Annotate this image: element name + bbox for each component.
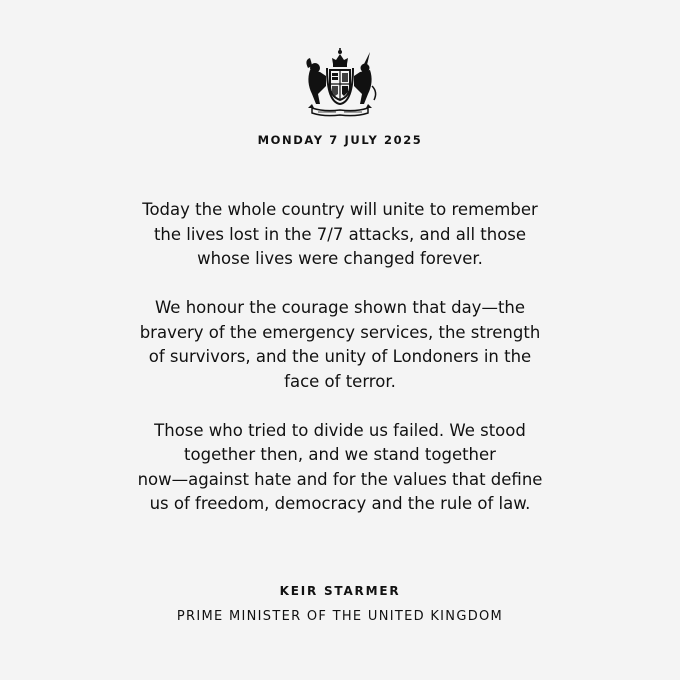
- royal-coat-of-arms-icon: [300, 46, 380, 118]
- statement-line: together then, and we stand together: [184, 445, 496, 464]
- statement-line: Those who tried to divide us failed. We stood: [154, 420, 526, 440]
- statement-line: now—against hate and for the values that define: [137, 469, 543, 489]
- statement-paragraph-1: [80, 198, 600, 272]
- statement-date: MONDAY 7 JULY 2025: [257, 133, 423, 147]
- statement-line: the lives lost in the 7/7 attacks, and all those: [153, 224, 527, 244]
- statement-line: Today the whole country will unite to remember: [142, 200, 538, 219]
- signatory-title: PRIME MINISTER OF THE UNITED KINGDOM: [176, 609, 504, 624]
- signatory-name: KEIR STARMER: [279, 584, 401, 598]
- statement-paragraph-3: [80, 419, 600, 517]
- statement-line: whose lives were changed forever.: [197, 249, 483, 268]
- statement-line: face of terror.: [284, 371, 396, 391]
- statement-line: of survivors, and the unity of Londoners in the: [148, 347, 532, 366]
- statement-line: us of freedom, democracy and the rule of law.: [149, 494, 531, 513]
- statement-body: [80, 198, 600, 517]
- statement-line: We honour the courage shown that day—the: [154, 298, 526, 317]
- statement-paragraph-2: [80, 296, 600, 394]
- statement-line: bravery of the emergency services, the strength: [139, 322, 541, 342]
